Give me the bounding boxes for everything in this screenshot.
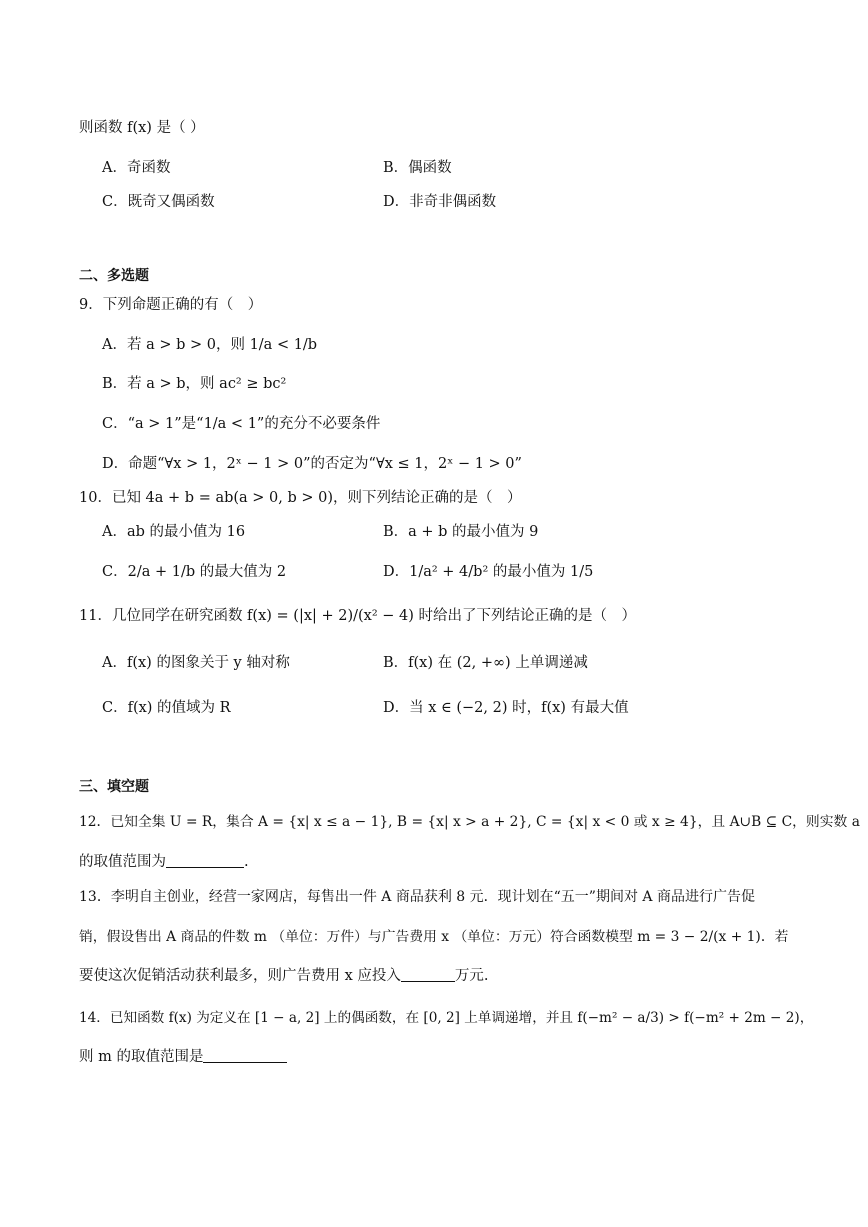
q13-line-3-text: 要使这次促销活动获利最多，则广告费用 x 应投入 (79, 968, 401, 984)
q11-option-b: B．f(x) 在 (2, +∞) 上单调递减 (383, 655, 588, 671)
q14-line-2-text: 则 m 的取值范围是 (79, 1049, 204, 1065)
q11-option-d: D．当 x ∈ (−2, 2) 时，f(x) 有最大值 (383, 700, 629, 716)
q9-option-c: C．“a > 1”是“1/a < 1”的充分不必要条件 (102, 416, 381, 432)
q9-option-b: B．若 a > b，则 ac² ≥ bc² (102, 376, 287, 392)
q14-answer-blank[interactable] (203, 1048, 287, 1063)
q12-line-2-text: 的取值范围为 (79, 854, 166, 870)
q14-line-1: 14．已知函数 f(x) 为定义在 [1 − a, 2] 上的偶函数，在 [0, 2] 上单调递增，并且 f(−m² − a/3) > f(−m² + 2m − 2)， (79, 1010, 814, 1026)
q10-option-a: A．ab 的最小值为 16 (102, 524, 246, 540)
q8-option-d: D．非奇非偶函数 (383, 194, 497, 210)
q11-stem: 11．几位同学在研究函数 f(x) = (|x| + 2)/(x² − 4) 时给出了下列结论正确的是（ ） (79, 608, 637, 624)
q13-answer-blank[interactable] (401, 967, 455, 982)
q13-line-3-end: 万元. (454, 968, 489, 984)
q8-option-a: A．奇函数 (102, 160, 171, 176)
q10-option-b: B．a + b 的最小值为 9 (383, 524, 539, 540)
q12-line-1: 12．已知全集 U = R，集合 A = {x| x ≤ a − 1}, B = {x| x > a + 2}, C = {x| x < 0 或 x ≥ 4}，且 A∪B ⊆ C，则实数 a (79, 814, 860, 830)
q8-option-c: C．既奇又偶函数 (102, 194, 215, 210)
q12-line-2 (79, 852, 249, 872)
section-title-multiple-choice: 二、多选题 (79, 268, 149, 284)
section-title-fill-in: 三、填空题 (79, 779, 149, 795)
q11-option-a: A．f(x) 的图象关于 y 轴对称 (102, 655, 290, 671)
q11-option-c: C．f(x) 的值域为 R (102, 700, 231, 716)
q13-line-2: 销，假设售出 A 商品的件数 m （单位：万件）与广告费用 x （单位：万元）符合函数模型 m = 3 − 2/(x + 1)．若 (79, 929, 789, 945)
q9-option-a: A．若 a > b > 0，则 1/a < 1/b (102, 337, 318, 353)
q8-stem: 则函数 f(x) 是（ ） (79, 120, 205, 136)
q9-stem: 9．下列命题正确的有（ ） (79, 297, 263, 313)
q10-option-c: C．2/a + 1/b 的最大值为 2 (102, 564, 287, 580)
q13-line-1: 13．李明自主创业，经营一家网店，每售出一件 A 商品获利 8 元．现计划在“五一”期间对 A 商品进行广告促 (79, 889, 755, 905)
q10-option-d: D．1/a² + 4/b² 的最小值为 1/5 (383, 564, 594, 580)
q9-option-d: D．命题“∀x > 1，2ˣ − 1 > 0”的否定为“∀x ≤ 1，2ˣ − 1 > 0” (102, 456, 522, 472)
q8-option-b: B．偶函数 (383, 160, 452, 176)
q10-stem: 10．已知 4a + b = ab(a > 0, b > 0)，则下列结论正确的是（ ） (79, 490, 522, 506)
q12-line-2-end: . (244, 854, 249, 870)
q12-answer-blank[interactable] (166, 853, 244, 868)
q13-line-3 (79, 966, 489, 986)
q14-line-2 (79, 1047, 287, 1067)
